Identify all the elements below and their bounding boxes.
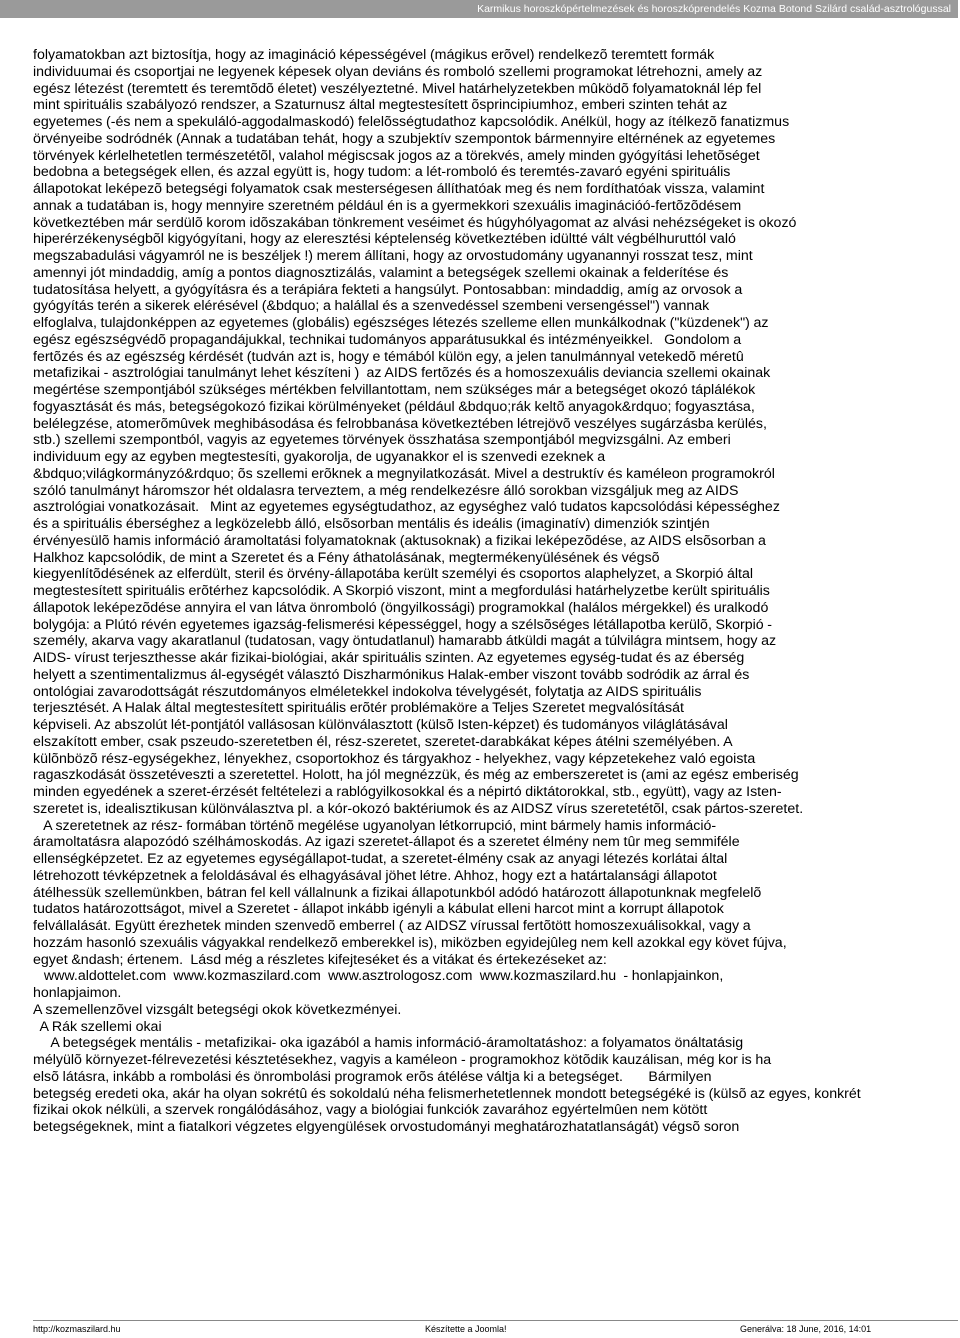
text-line: létrehozott tévképzetnek a feloldásával és elhagyásával jöhet létre. Ahhoz, hogy ezt a határtalansági állapotot [33, 867, 717, 884]
text-line: külõnbözõ rész-egységekhez, lényekhez, csoportokhoz és tárgyakhoz - helyekhez, vagy képzetekehez való egoista [33, 750, 756, 767]
text-line: individuumai és csoportjai ne legyenek képesek olyan deviáns és romboló szellemi programokat létrehozni, amely az [33, 63, 763, 80]
text-line: terjesztését. A Halak által megtestesített spirituális erõtér problémaköre a Teljes Szeretet megvalósítását [33, 700, 684, 717]
text-line: elsõ látásra, inkább a rombolási és önrombolási programok erõs átélése váltja ki a betegséget. Bármilyen [33, 1068, 712, 1085]
article-body [33, 47, 955, 1136]
text-line: bedobna a betegségek ellen, és azzal együtt is, hogy tudom: a lét-romboló és teremtés-zavaró egyéni spirituális [33, 164, 731, 181]
text-line: stb.) szellemi szempontból, vagyis az egyetemes törvények összhatása szempontjából megvizsgálni. Az emberi [33, 432, 731, 449]
text-line: felvállalását. Együtt érezhetek minden szenvedõ emberrel ( az AIDSZ vírussal fertõtött homoszexuálisokkal, vagy a [33, 918, 751, 934]
text-line: ontológiai zavarodottságát részutdományos elméletekkel indokolva tévelygését, folytatja az AIDS spirituális [33, 683, 702, 700]
text-line: elszakított ember, csak pszeudo-szeretetben él, rész-szeretet, szeretet-darabkákat képes átélni személyében. A [33, 733, 733, 750]
text-line: és a spirituális éberséghez a legközelebb álló, elsõsorban mentális és ideális (imaginatív) dimenziók szintjén [33, 516, 710, 532]
text-line: fertõzés és az egészség kérdését (tudván azt is, hogy e témából külön egy, a jelen tanulmánnyal vetekedõ méretû [33, 348, 744, 365]
text-line: betegség eredeti oka, akár ha olyan sokrétû és sokoldalú néha felismerhetetlennek mondott betegségéké is (külsõ az egyes, konkrét [33, 1085, 861, 1102]
text-line: megtestesített spirituális erõtérhez kapcsolódik. A Skorpió viszont, mint a megfordulási határhelyzetbe került spirituális [33, 583, 770, 599]
text-line: átélhessük szellemünkben, bátran fel kell vállalnunk a fizikai állapotunkból adódó határozott állapotunknak megfelelõ [33, 884, 762, 901]
text-line: hozzám hasonló szexuális vágyakkal rendelkezõ emberekkel is), miközben egyidejûleg nem kell azokkal egy követ fújva, [33, 934, 787, 951]
text-line: annak a tudatában is, hogy mennyire szeretném például én is a gyermekkori szexuális imaginációó-fertõzõdésem [33, 197, 742, 214]
text-line: belélegzése, atomerõmûvek meghibásodása és felrobbanása következtében létrejövõ veszélyes sugárzásba kerülés, [33, 415, 767, 432]
text-line: fizikai okok nélküli, a szervek rongálódásához, vagy a biológiai funkciók zavarához egyértelmûen nem kötött [33, 1102, 708, 1119]
footer-divider [33, 1320, 958, 1321]
text-line: &bdquo;világkormányzó&rdquo; õs szellemi erõknek a megnyilatkozását. Mivel a destruktív és kaméleon programokról [33, 465, 775, 482]
text-line: állapotokat leképezõ betegségi folyamatok csak mesterségesen állíthatóak meg és nem fordíthatóak vissza, valamint [33, 181, 765, 197]
text-line: mélyülõ környezet-félrevezetési késztetésekhez, vagyis a kaméleon - programokhoz kötõdik kauzálisan, még kor is ha [33, 1052, 772, 1068]
text-line: fogyasztását és más, betegségokozó fizikai körülményeket (például &bdquo;rák keltõ anyagok&rdquo; fogyasztása, [33, 398, 755, 415]
text-line: asztrológiai vonatkozásait. Mint az egyetemes egységtudathoz, az egységhez való tudatos kapcsolódási képességhez [33, 499, 780, 516]
text-line: individuum egy az egyben megtestesíti, gyakorolja, de ugyanakkor el is szenvedi ezeknek a [33, 449, 606, 465]
site-title: Karmikus horoszkópértelmezések és horoszkóprendelés Kozma Botond Szilárd család-asztrológussal [477, 3, 951, 15]
footer-credit: Készítette a Joomla! [425, 1324, 507, 1334]
text-line: állapotok leképezõdése annyira el van látva önromboló (öngyilkossági) programokkal (halálos mérgekkel) és uralkodó [33, 599, 769, 616]
text-line: ragaszkodását összetéveszti a szeretettel. Holott, ha jól megnézzük, és még az emberszeretet is (ami az egész emberiség [33, 767, 799, 784]
text-line: honlapjaimon. [33, 985, 122, 1001]
text-line: www.aldottelet.com www.kozmaszilard.com www.asztrologosz.com www.kozmaszilard.hu - honlapjainkon, [33, 968, 724, 985]
text-line: következtében már serdülõ korom idõszakában tönkrement veséimet és húgyhólyagomat az alvási nehézségeket is okozó [33, 214, 797, 231]
text-line: ellenségképzetet. Ez az egyetemes egységállapot-tudat, a szeretet-élmény csak az anyagi létezés korlátai által [33, 851, 728, 867]
text-line: személy, akarva vagy akaratlanul (tudatosan, vagy öntudatlanul) hamarabb átküldi magát a túlvilágra mintsem, hogy az [33, 633, 777, 650]
text-line: elfoglalva, tulajdonképpen az egyetemes (globális) egészséges létezés szelleme ellen munkálkodnak ("küzdenek") az [33, 315, 769, 331]
text-line: egyet &ndash; értenem. Lásd még a részletes kifejteséket és a vitákat és értekezéseket az: [33, 951, 607, 968]
text-line: amennyi jót mindaddig, amíg a pontos diagnosztizálás, valamint a betegségek szellemi okainak a felderítése és [33, 264, 729, 281]
text-line: képviseli. Az abszolút lét-pontjától vallásosan különválasztott (külsõ Isten-képzet) és tudományos világlátásával [33, 717, 728, 733]
text-line: minden egyedének a szeret-érzését feltételezi a rablógyilkosokkal és a népirtó diktátorokkal, stb., együtt), vagy az Isten- [33, 784, 782, 800]
text-line: A betegségek mentális - metafizikai- oka igazából a hamis információ-áramoltatáshoz: a folyamatos önáltatásig [33, 1035, 744, 1052]
text-line: egész egészségvédõ propagandájukkal, technikai tudományos apparátusukkal és intézményeikkel. Gondolom a [33, 331, 742, 348]
text-line: kiegyenlítõdésének az elferdült, steril és örvény-állapotába került személyi és csoportos alaphelyzet, a Skorpió által [33, 566, 754, 583]
text-line: Halkhoz kapcsolódik, de mint a Szeretet és a Fény áthatolásának, megtermékenyülésének és végsõ [33, 549, 660, 566]
text-line: A Rák szellemi okai [33, 1018, 162, 1035]
text-line: szóló tanulmányt háromszor hét oldalasra terveztem, a még rendelkezésre álló sorokban vizsgáljuk meg az AIDS [33, 482, 739, 499]
text-line: folyamatokban azt biztosítja, hogy az imagináció képességével (mágikus erõvel) rendelkezõ teremtett formák [33, 47, 715, 63]
text-line: A szeretetnek az rész- formában történõ megélése ugyanolyan létkorrupció, mint bármely hamis információ- [33, 817, 717, 834]
text-line: egyetemes (-és nem a spekuláló-aggodalmaskodó) felelõsségtudathoz kapcsolódik. Anélkül, hogy az ítélkezõ fanatizmus [33, 114, 790, 130]
text-line: A szemellenzõvel vizsgált betegségi okok következményei. [33, 1001, 402, 1018]
text-line: megszabadulási vágyamról ne is beszéljek !) merem állítani, hogy az orvostudomány ugyanannyi rosszat tesz, mint [33, 248, 753, 264]
text-line: AIDS- vírust terjeszthesse akár fizikai-biológiai, akár spirituális szinten. Az egyetemes egység-tudat és az éberség [33, 650, 745, 666]
footer-site-url[interactable]: http://kozmaszilard.hu [33, 1324, 121, 1334]
text-line: mint spirituális szabályozó rendszer, a Szaturnusz által megtestesített õsprincipiumhoz, emberi szinten tehát az [33, 97, 728, 114]
page-footer [0, 1322, 958, 1336]
text-line: hiperérzékenységbõl kigyógyítani, hogy az eleresztési képtelenség következtében idültté vált végbélhuruttól való [33, 231, 736, 248]
text-line: tudatosítása helyett, a gyógyításra és a terápiára fekteti a hangsúlyt. Pontosabban: mindaddig, amíg az orvosok a [33, 281, 743, 298]
text-line: tudatos határozottságot, mivel a Szeretet - állapot inkább igényli a kábulat elleni harcot mint a korrupt állapotok [33, 901, 724, 918]
text-line: gyógyítás terén a sikerek elérésével (&bdquo; a halállal és a szenvedéssel szembeni versengéssel") vannak [33, 298, 710, 315]
text-line: helyett a szentimentalizmus ál-egységét választó Diszharmónikus Halak-ember viszont tovább sodródik az árral és [33, 666, 750, 683]
text-line: egész létezést (teremtett és teremtõdõ életet) veszélyeztetné. Mivel határhelyzetekben mûködõ folyamatoknál lép fel [33, 80, 762, 97]
text-line: bolygója: a Plútó révén egyetemes igazság-felismerési képességgel, hogy a szélsõséges létállapotba kerülõ, Skorpió - [33, 616, 772, 633]
text-line: érvényesülõ hamis információ áramoltatási folyamatoknak (aktusoknak) a fizikai leképezõdése, az AIDS elsõsorban a [33, 532, 766, 549]
text-line: törvények kérlelhetetlen természetétõl, valahol mégiscsak jogos az a törekvés, amely minden gyógyítási lehetõséget [33, 147, 760, 164]
text-line: metafizikai - asztrológiai tanulmányt lehet készíteni ) az AIDS fertõzés és a homoszexuális deviancia szellemi okainak [33, 365, 771, 382]
text-line: betegségeknek, mint a fiatalkori végzetes elgyengülések orvostudományi meghatározhatatlanságát) végsõ soron [33, 1119, 740, 1135]
text-line: áramoltatásra alapozódó szélhámoskodás. Az igazi szeretet-állapot és a szeretet élmény nem tûr meg semmiféle [33, 834, 740, 851]
page-header-bar [0, 0, 958, 18]
text-line: örvényeibe sodródnék (Annak a tudatában tehát, hogy a szubjektív szempontok bármennyire eltérnének az egyetemes [33, 130, 776, 147]
text-line: szeretet is, idealisztikusan különválasztva pl. a kór-okozó baktériumok és az AIDSZ vírus szeretetétõl, csak pártos-szeretet. [33, 800, 804, 817]
text-line: megértése szempontjából szükséges mértékben felvillantottam, nem szükséges már a betegséget okozó táplálékok [33, 382, 756, 398]
footer-generated-date: Generálva: 18 June, 2016, 14:01 [740, 1324, 872, 1334]
